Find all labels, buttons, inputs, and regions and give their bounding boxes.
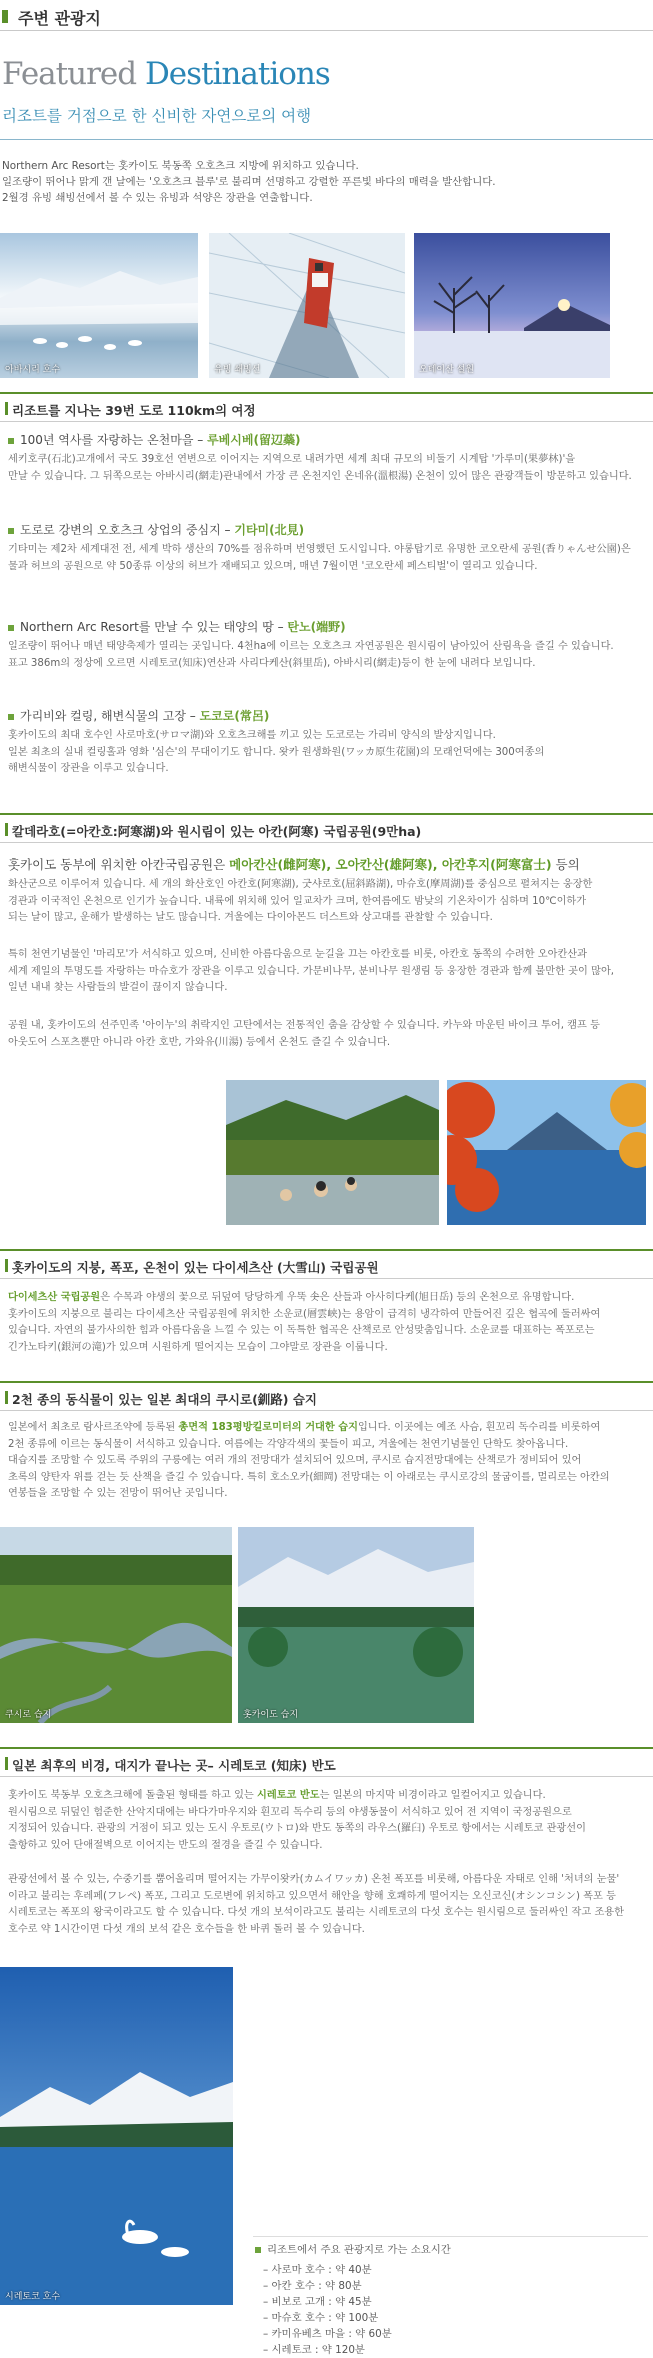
section-marker (5, 1757, 8, 1770)
paragraph-akan-3: 공원 내, 홋카이도의 선주민족 '아이누'의 취락지인 고탄에서는 전통적인 춤을 감상할 수 있습니다. 카누와 마운틴 바이크 투어, 캠프 등 아웃도어 스포츠뿐만 아니라 아칸 호반, 가와유(川湯) 등에서 온천도 즐길 수 있습니다. (8, 1020, 600, 1048)
section-marker (5, 1391, 8, 1404)
travel-times-title: 리조트에서 주요 관광지로 가는 소요시간 (255, 2242, 451, 2258)
featured-title-a: Featured (2, 56, 137, 92)
paragraph-kushiro: 일본에서 최초로 람사르조약에 등록된 총면적 183평방킬로미터의 거대한 습지입니다. 이곳에는 예조 사슴, 흰꼬리 독수리를 비롯하여 2천 종류에 이르는 동식물이 서식하고 있습니다. 여름에는 각양각색의 꽃들이 피고, 겨울에는 천연기념물인 단학도 찾아옵니다. 대습지를 조망할 수 있도록 주위의 구릉에는 여러 개의 전망대가 설치되어 있으며, 쿠시로 습지전망대에는 산책로가 정비되어 있어 초록의 양탄자 위를 걷는 듯 산책을 즐길 수 있습니다. 특히 호소오카(細岡) 전망대는 이 아래로는 쿠시로강의 물굽이를, 멀리로는 아칸의 연봉들을 조망할 수 있는 전망이 뛰어난 곳입니다. (8, 1422, 610, 1499)
photo-onsen-art (226, 1080, 439, 1225)
photo-marsh-lake-art (238, 1527, 474, 1723)
lead-akan: 홋카이도 동부에 위치한 아칸국립공원은 메아칸산(雌阿寒), 오아칸산(雄阿寒), 아칸후지(阿寒富士) 등의 (8, 857, 580, 872)
photo-kushiro-marsh (0, 1527, 232, 1723)
photo-icebreaker-art (209, 233, 405, 378)
photo-kushiro-art (0, 1527, 232, 1723)
section-akan (0, 813, 653, 843)
travel-time-item: – 카미유베츠 마을 : 약 60분 (263, 2328, 392, 2340)
page-title: 주변 관광지 (18, 9, 101, 28)
intro-text (2, 158, 642, 206)
photo-shiretoko-art (0, 1967, 233, 2305)
paragraph-rubeshibe: 세키호쿠(石北)고개에서 국도 39호선 연변으로 이어지는 지역으로 내려가면 세계 최대 규모의 비둘기 시계탑 '가루미(果夢林)'을 만날 수 있습니다. 그 뒤쪽으로는 아바시리(網走)관내에서 가장 큰 온천지인 온네유(溫根湯) 온천이 있어 많은 관광객들이 방문하고 있습니다. (8, 454, 632, 482)
photo-snowfield-art (414, 233, 610, 378)
photo-snowfield-sunset (414, 233, 610, 378)
photo-caption: 시레토코 호수 (5, 2292, 61, 2302)
photo-marsh-lake (238, 1527, 474, 1723)
section-kushiro (0, 1381, 653, 1411)
photo-caption: 쿠시로 습지 (5, 1710, 52, 1720)
featured-subtitle: 리조트를 거점으로 한 신비한 자연으로의 여행 (2, 107, 312, 125)
subheading-tokoro: 가리비와 컬링, 해변식물의 고장 – 도코로(常呂) (8, 707, 269, 724)
featured-title (2, 56, 330, 92)
section-route39 (0, 392, 653, 422)
section-daisetsuzan (0, 1249, 653, 1279)
section-marker (5, 1259, 8, 1272)
section-title: 2천 종의 동식물이 있는 일본 최대의 쿠시로(釧路) 습지 (12, 1392, 318, 1407)
bullet-icon (8, 714, 14, 720)
section-title: 리조트를 지나는 39번 도로 110km의 여정 (12, 403, 256, 418)
bullet-icon (255, 2247, 261, 2253)
header-divider (0, 30, 653, 31)
paragraph-daisetsuzan: 다이세츠산 국립공원은 수목과 야생의 꽃으로 뒤덮여 당당하게 우뚝 솟은 산들과 아사히다케(旭日岳) 등의 온천으로 유명합니다. 홋카이도의 지붕으로 불리는 다이세츠산 국립공원에 위치한 소운쿄(層雲峡)는 용암이 급격히 냉각하여 만들어진 깊은 협곡에 둘러싸여 있습니다. 자연의 불가사의한 힘과 아름다움을 느낄 수 있는 이 독특한 협곡은 산책로로 안성맞춤입니다. 소운쿄를 대표하는 폭포로는 긴가노타키(銀河の滝)가 있으며 시원하게 떨어지는 모습이 그야말로 장관을 이룹니다. (8, 1292, 601, 1353)
page-header (0, 0, 653, 30)
paragraph-shiretoko-1: 홋카이도 북동부 오호츠크해에 돌출된 형태를 하고 있는 시레토코 반도는 일본의 마지막 비경이라고 일컬어지고 있습니다. 원시림으로 뒤덮인 험준한 산악지대에는 바다가마우지와 흰꼬리 독수리 등의 야생동물이 서식하고 있어 전 지역이 국정공원으로 지정되어 있습니다. 관광의 거점이 되고 있는 도시 우토로(ウトロ)와 반도 동쪽의 라우스(羅臼) 우토로 항에서는 시레토코 관광선이 출항하고 있어 단애절벽으로 이어지는 반도의 절경을 즐길 수 있습니다. (8, 1790, 586, 1851)
paragraph-tokoro: 홋카이도의 최대 호수인 사로마호(サロマ湖)와 오호츠크해를 끼고 있는 도코로는 가리비 양식의 발상지입니다. 일본 최초의 실내 컬링홀과 영화 '심슨'의 무대이기도 합니다. 왓카 원생화원(ワッカ原生花園)의 모래언덕에는 300여종의 해변식물이 장관을 이루고 있습니다. (8, 730, 545, 774)
bullet-icon (8, 625, 14, 631)
bullet-icon (8, 438, 14, 444)
subheading-rubeshibe: 100년 역사를 자랑하는 온천마을 – 루베시베(留辺蘂) (8, 431, 300, 448)
photo-caption: 오테이산 설원 (419, 365, 475, 375)
travel-time-item: – 아칸 호수 : 약 80분 (263, 2280, 362, 2292)
intro-line: 일조량이 뛰어나 맑게 갠 날에는 '오호츠크 블루'로 불리며 선명하고 강렬한 푸른빛 바다의 매력을 발산합니다. (2, 176, 496, 188)
photo-icebreaker (209, 233, 405, 378)
travel-time-item: – 시레토코 : 약 120분 (263, 2344, 365, 2356)
section-shiretoko (0, 1747, 653, 1777)
travel-time-item: – 비보로 고개 : 약 45분 (263, 2296, 372, 2308)
photo-onsen (226, 1080, 439, 1225)
intro-line: Northern Arc Resort는 홋카이도 북동쪽 오호츠크 지방에 위치하고 있습니다. (2, 160, 359, 172)
photo-lake-swans (0, 233, 198, 378)
photo-lake-autumn-art (447, 1080, 646, 1225)
travel-times-list (253, 2236, 648, 2356)
paragraph-akan-2: 특히 천연기념물인 '마리모'가 서식하고 있으며, 신비한 아름다움으로 눈길을 끄는 아칸호를 비롯, 아칸호 동쪽의 수려한 오아칸산과 세계 제일의 투명도를 자랑하는 마슈호가 장관을 이루고 있습니다. 가문비나무, 분비나무 원생림 등 웅장한 경관과 함께 불만한 곳이 많아, 일년 내내 찾는 사람들의 발걸이 끊이지 않습니다. (8, 949, 615, 993)
paragraph-akan-1: 화산군으로 이루어져 있습니다. 세 개의 화산호인 아칸호(阿寒湖), 굿샤로호(屈斜路湖), 마슈호(摩周湖)를 중심으로 펼쳐지는 웅장한 경관과 이국적인 온천으로 인기가 높습니다. 내륙에 위치해 있어 일교차가 크며, 한여름에도 밤낮의 기온차이가 심하며 10℃이하가 되는 날이 많고, 운해가 발생하는 날도 많습니다. 겨울에는 다이아몬드 더스트와 상고대를 관찰할 수 있습니다. (8, 879, 593, 923)
photo-caption: 홋카이도 습지 (243, 1710, 299, 1720)
travel-time-item: – 마슈호 호수 : 약 100분 (263, 2312, 379, 2324)
paragraph-tanno: 일조량이 뛰어나 매년 태양축제가 열리는 곳입니다. 4천ha에 이르는 오호츠크 자연공원은 원시림이 남아있어 산림욕을 즐길 수 있습니다. 표고 386m의 정상에 오르면 시레토코(知床)연산과 사리다케산(斜里岳), 아바시리(網走)등이 한 눈에 내려다 보입니다. (8, 641, 614, 669)
photo-shiretoko-lake (0, 1967, 233, 2305)
photo-caption: 유빙 쇄빙선 (214, 365, 261, 375)
featured-divider (0, 139, 653, 140)
photo-lake-swans-art (0, 233, 198, 378)
featured-title-b: Destinations (144, 56, 330, 92)
intro-line: 2월경 유빙 쇄빙선에서 볼 수 있는 유빙과 석양은 장관을 연출합니다. (2, 192, 313, 204)
section-title: 일본 최후의 비경, 대지가 끝나는 곳– 시레토코 (知床) 반도 (12, 1758, 336, 1773)
travel-time-item: – 사로마 호수 : 약 40분 (263, 2264, 372, 2276)
section-marker (5, 823, 8, 836)
paragraph-shiretoko-2: 관광선에서 볼 수 있는, 수중기를 뿜어올리며 떨어지는 가무이왓카(カムイワッカ) 온천 폭포를 비롯해, 아름다운 자태로 인해 '처녀의 눈물' 이라고 불리는 후레페(フレペ) 폭포, 그리고 도로변에 위치하고 있으면서 해안을 향해 호쾌하게 떨어지는 오신코신(オシンコシン) 폭포 등 시레토코는 폭포의 왕국이라고도 할 수 있습니다. 다섯 개의 보석이라고도 불리는 시레토코의 다섯 호수는 원시림으로 둘러싸인 작고 조용한 호수로 약 1시간이면 다섯 개의 보석 같은 호수들을 한 바퀴 돌러 볼 수 있습니다. (8, 1874, 624, 1935)
header-marker (2, 10, 8, 23)
bullet-icon (8, 528, 14, 534)
section-title: 칼데라호(=아칸호:阿寒湖)와 원시림이 있는 아칸(阿寒) 국립공원(9만ha) (12, 824, 422, 839)
subheading-kitami: 도로로 강변의 오호츠크 상업의 중심지 – 기타미(北見) (8, 521, 304, 538)
section-marker (5, 402, 8, 415)
photo-caption: 아바시리 호수 (5, 365, 61, 375)
subheading-tanno: Northern Arc Resort를 만날 수 있는 태양의 땅 – 탄노(端野) (8, 618, 346, 635)
section-title: 홋카이도의 지붕, 폭포, 온천이 있는 다이세츠산 (大雪山) 국립공원 (12, 1260, 379, 1275)
photo-lake-autumn (447, 1080, 646, 1225)
paragraph-kitami: 기타미는 제2차 세계대전 전, 세계 박하 생산의 70%를 점유하며 번영했던 도시입니다. 야롱탑기로 유명한 코오란세 공원(香りゃんせ公園)은 물과 허브의 공원으로 약 50종류 이상의 허브가 재배되고 있으며, 매년 7월이면 '코오란세 페스티벌'이 열리고 있습니다. (8, 544, 631, 572)
